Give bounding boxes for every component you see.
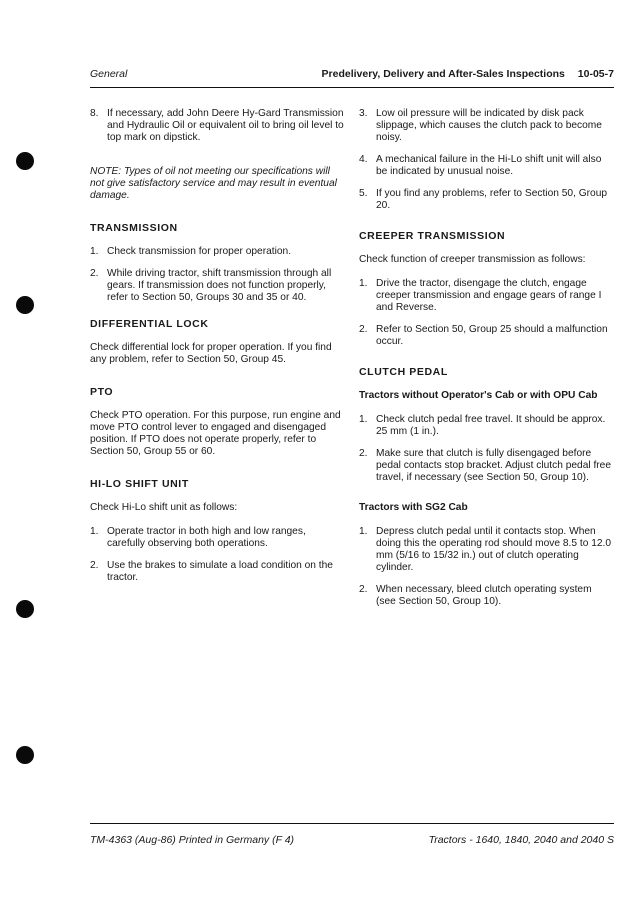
item-text: Use the brakes to simulate a load condition on the tractor. (107, 560, 333, 583)
item-number: 2. (90, 268, 99, 279)
punch-hole (16, 746, 34, 764)
footer-rule (90, 823, 614, 824)
section-heading-pto: PTO (90, 386, 114, 398)
punch-hole (16, 296, 34, 314)
list-item (359, 526, 613, 574)
item-number: 5. (359, 188, 368, 199)
subheading-opu-cab: Tractors without Operator's Cab or with OPU Cab (359, 390, 598, 401)
item-number: 1. (359, 414, 368, 425)
item-number: 1. (359, 278, 368, 289)
header-title-group (322, 68, 614, 80)
item-text: Low oil pressure will be indicated by disk pack slippage, which causes the clutch pack to become noisy. (376, 108, 602, 143)
item-number: 2. (90, 560, 99, 571)
item-number: 3. (359, 108, 368, 119)
section-heading-creeper: CREEPER TRANSMISSION (359, 230, 506, 242)
item-text: While driving tractor, shift transmission through all gears. If transmission does not function properly, refer to Section 50, Groups 30 and 35 or 40. (107, 268, 332, 303)
page-footer (90, 834, 614, 850)
item-number: 2. (359, 584, 368, 595)
subheading-sg2-cab: Tractors with SG2 Cab (359, 502, 468, 513)
item-number: 8. (90, 108, 99, 119)
header-rule (90, 87, 614, 88)
item-number: 4. (359, 154, 368, 165)
creeper-intro: Check function of creeper transmission as follows: (359, 254, 586, 265)
item-text: Depress clutch pedal until it contacts stop. When doing this the operating rod should move 8.5 to 12.0 mm (5/16 to 15/32 in.) out of clutch operating cylinder. (376, 526, 612, 573)
item-text: Check transmission for proper operation. (107, 246, 292, 257)
list-item (359, 188, 613, 212)
item-number: 1. (90, 246, 99, 257)
list-item (90, 108, 344, 144)
item-number: 2. (359, 448, 368, 459)
item-text: If you find any problems, refer to Section 50, Group 20. (376, 188, 608, 211)
footer-publication: TM-4363 (Aug-86) Printed in Germany (F 4) (90, 834, 295, 846)
list-item (90, 246, 344, 258)
list-item (359, 324, 613, 348)
footer-models: Tractors - 1640, 1840, 2040 and 2040 S (428, 834, 614, 846)
item-text: Check clutch pedal free travel. It should be approx. 25 mm (1 in.). (376, 414, 606, 437)
page-header (90, 68, 614, 84)
list-item (359, 108, 613, 144)
right-column (359, 108, 613, 618)
left-column (90, 108, 344, 594)
item-text: Drive the tractor, disengage the clutch, engage creeper transmission and engage gears of range I and Reverse. (376, 278, 602, 313)
list-item (359, 278, 613, 314)
section-heading-transmission: TRANSMISSION (90, 222, 178, 234)
item-text: Operate tractor in both high and low ranges, carefully observing both operations. (107, 526, 306, 549)
item-text: A mechanical failure in the Hi-Lo shift unit will also be indicated by unusual noise. (376, 154, 602, 177)
section-heading-differential-lock: DIFFERENTIAL LOCK (90, 318, 209, 330)
list-item (359, 448, 613, 484)
list-item (359, 414, 613, 438)
item-text: Refer to Section 50, Group 25 should a malfunction occur. (376, 324, 608, 347)
item-number: 1. (359, 526, 368, 537)
header-title: Predelivery, Delivery and After-Sales Inspections (321, 68, 565, 80)
list-item (359, 584, 613, 608)
header-section: General (90, 68, 128, 80)
page-number: 10-05-7 (577, 68, 614, 80)
section-heading-clutch-pedal: CLUTCH PEDAL (359, 366, 448, 378)
item-number: 2. (359, 324, 368, 335)
section-heading-hi-lo: HI-LO SHIFT UNIT (90, 478, 189, 490)
item-text: Make sure that clutch is fully disengaged before pedal contacts stop bracket. Adjust clutch pedal free travel, if necessary (see Section 50, Group 10). (376, 448, 612, 483)
list-item (90, 268, 344, 304)
oil-note: NOTE: Types of oil not meeting our specifications will not give satisfactory service and may result in eventual damage. (90, 166, 337, 201)
list-item (90, 526, 344, 550)
punch-hole (16, 600, 34, 618)
item-text: If necessary, add John Deere Hy-Gard Transmission and Hydraulic Oil or equivalent oil to bring oil level to top mark on dipstick. (107, 108, 344, 143)
pto-text: Check PTO operation. For this purpose, run engine and move PTO control lever to engaged and disengaged position. If PTO does not operate properly, refer to Section 50, Group 55 or 60. (90, 410, 341, 457)
item-number: 1. (90, 526, 99, 537)
differential-lock-text: Check differential lock for proper operation. If you find any problem, refer to Section 50, Group 45. (90, 342, 332, 365)
punch-hole (16, 152, 34, 170)
item-text: When necessary, bleed clutch operating system (see Section 50, Group 10). (376, 584, 592, 607)
list-item (359, 154, 613, 178)
hi-lo-intro: Check Hi-Lo shift unit as follows: (90, 502, 238, 513)
list-item (90, 560, 344, 584)
